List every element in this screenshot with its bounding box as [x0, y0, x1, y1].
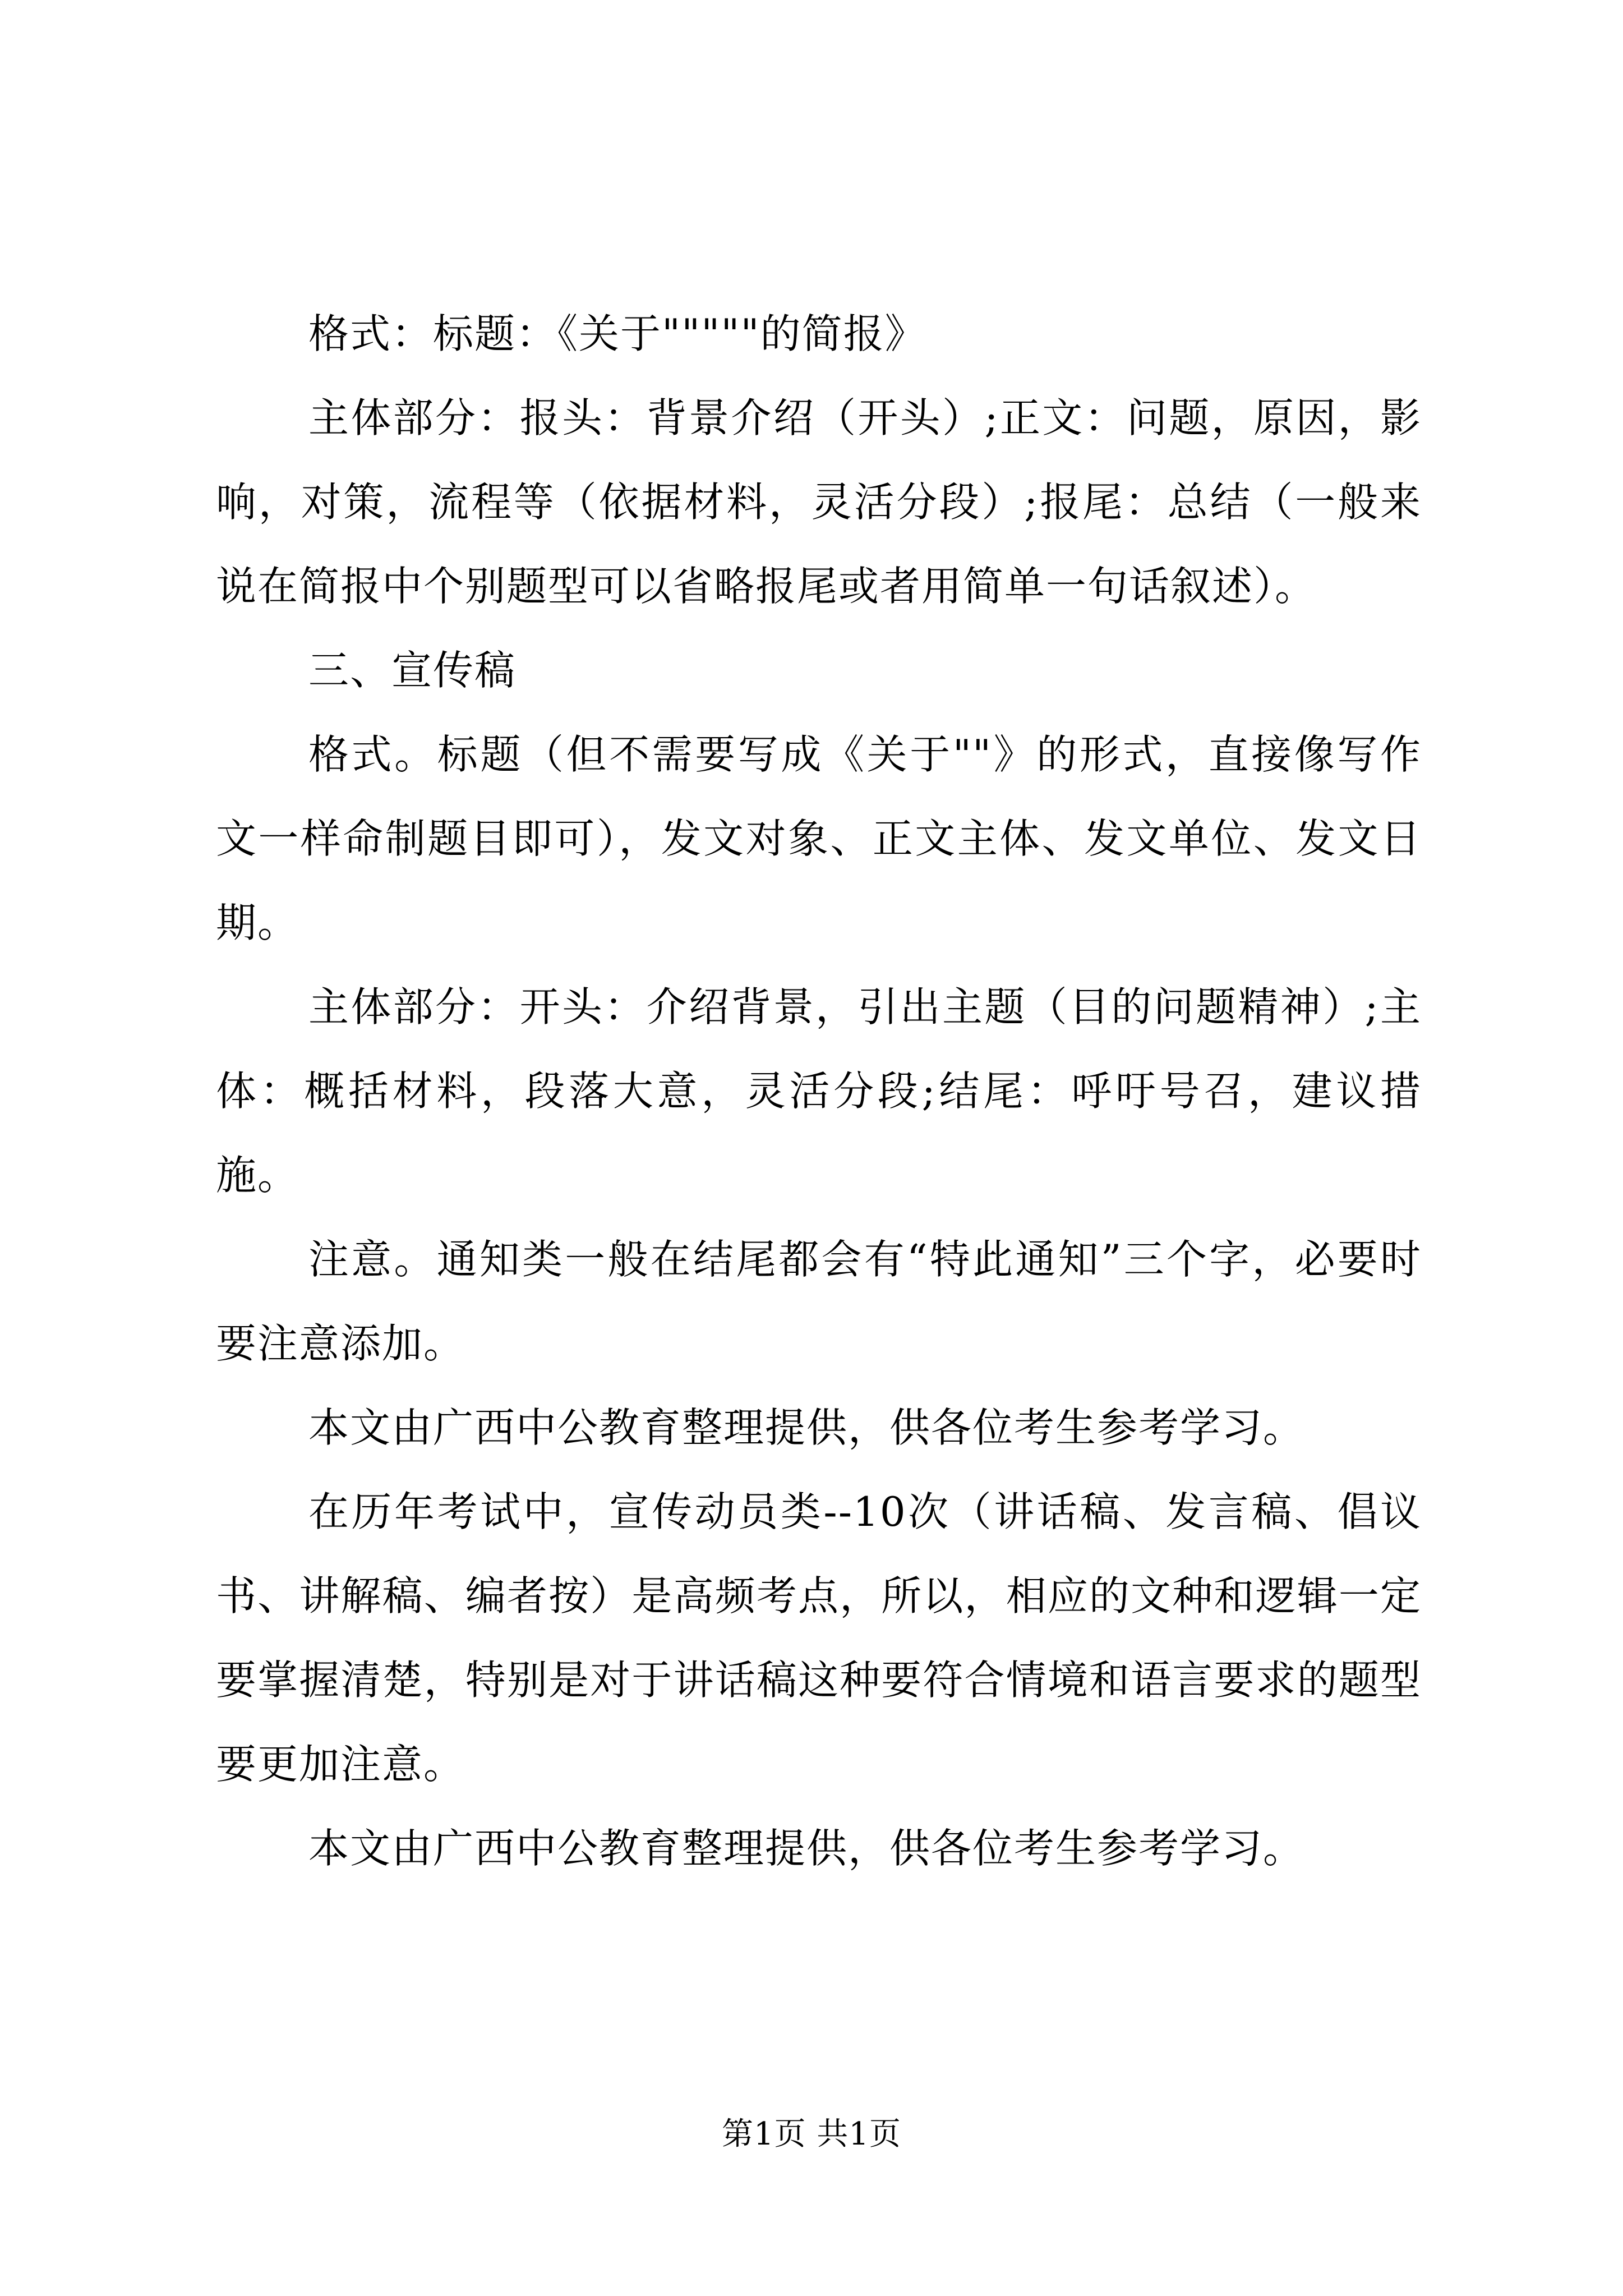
paragraph-source-2: 本文由广西中公教育整理提供，供各位考生参考学习。 — [308, 1825, 1305, 1872]
section-heading-publicity: 三、宣传稿 — [308, 647, 517, 694]
paragraph-exam-history: 在历年考试中，宣传动员类--10次（讲话稿、发言稿、倡议书、讲解稿、编者按）是高频考点，所以，相应的文种和逻辑一定要掌握清楚，特别是对于讲话稿这种要符合情境和语言要求的题型要更加注意。 — [216, 1488, 1422, 1788]
paragraph-publicity-body: 主体部分：开头：介绍背景，引出主题（目的问题精神）;主体：概括材料，段落大意，灵活分段;结尾：呼吁号召，建议措施。 — [216, 983, 1422, 1199]
paragraph-source-1: 本文由广西中公教育整理提供，供各位考生参考学习。 — [308, 1404, 1305, 1451]
page-number-footer: 第1页 共1页 — [721, 2116, 902, 2152]
paragraph-briefing-format: 格式：标题：《关于"""""的简报》 — [308, 310, 926, 357]
paragraph-publicity-format: 格式。标题（但不需要写成《关于""》的形式，直接像写作文一样命制题目即可），发文对象、正文主体、发文单位、发文日期。 — [216, 731, 1422, 946]
paragraph-briefing-body: 主体部分：报头：背景介绍（开头）;正文：问题，原因，影响，对策，流程等（依据材料，灵活分段）;报尾：总结（一般来说在简报中个别题型可以省略报尾或者用简单一句话叙述）。 — [216, 394, 1422, 610]
document-body — [216, 292, 1422, 1890]
paragraph-note: 注意。通知类一般在结尾都会有“特此通知”三个字，必要时要注意添加。 — [216, 1236, 1422, 1367]
